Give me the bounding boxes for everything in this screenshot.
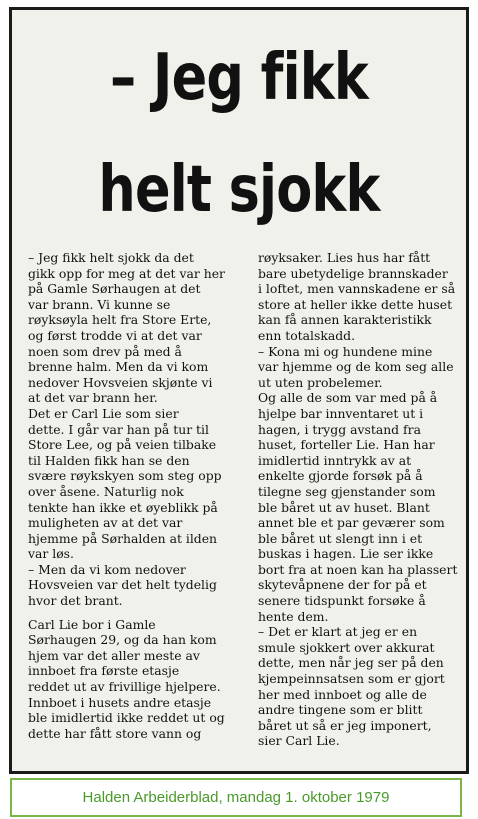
article-line: kjempeinnsatsen som er gjort	[258, 671, 445, 687]
article-line: annet ble et par geværer som	[258, 515, 445, 531]
article-column-left	[28, 250, 238, 741]
article-line: røyksøyla helt fra Store Erte,	[28, 312, 212, 328]
article-line: var brann. Vi kunne se	[28, 296, 171, 312]
article-line: tilegne seg gjenstander som	[258, 483, 436, 499]
article-line: reddet ut av frivillige hjelpere.	[28, 679, 221, 695]
headline-line-1: – Jeg fikk	[110, 41, 368, 115]
article-line: – Men da vi kom nedover	[28, 561, 186, 577]
article-line: ble imidlertid ikke reddet ut og	[28, 710, 225, 726]
article-line: smule sjokkert over akkurat	[258, 639, 435, 655]
article-line: noen som drev på med å	[28, 343, 182, 359]
article-line: store at heller ikke dette huset	[258, 296, 453, 312]
article-line: hjelpe bar innventaret ut i	[258, 405, 424, 421]
article-line: dette. I går var han på tur til	[28, 421, 209, 437]
article-line: båret ut så er jeg imponert,	[258, 717, 432, 733]
article-line: imidlertid inntrykk av at	[258, 452, 412, 468]
article-line: ble båret ut av huset. Blant	[258, 499, 430, 515]
article-line: Store Lee, og på veien tilbake	[28, 437, 217, 453]
source-caption: Halden Arbeiderblad, mandag 1. oktober 1979	[10, 778, 462, 817]
article-line: sier Carl Lie.	[258, 733, 340, 749]
article-line: hjemme på Sørhalden at ilden	[28, 530, 218, 546]
article-line: innboet fra første etasje	[28, 663, 180, 679]
article-line: røyksaker. Lies hus har fått	[258, 250, 431, 265]
article-line: tenkte han ikke et øyeblikk på	[28, 499, 218, 515]
article-line: dette, men når jeg ser på den	[258, 655, 444, 671]
article-line: buskas i hagen. Lie ser ikke	[258, 546, 434, 562]
article-line: ut uten probelemer.	[258, 374, 383, 390]
newspaper-clipping	[9, 7, 469, 774]
article-line: hente dem.	[258, 608, 329, 624]
article-line: enkelte gjorde forsøk på å	[258, 468, 423, 484]
article-line: var løs.	[28, 546, 74, 562]
article-line: bare ubetydelige brannskader	[258, 265, 448, 281]
article-line: nedover Hovsveien skjønte vi	[28, 374, 213, 390]
article-line: – Det er klart at jeg er en	[258, 624, 418, 640]
article-line: ble båret ut slengt inn i et	[258, 530, 423, 546]
article-line: Hovsveien var det helt tydelig	[28, 577, 217, 593]
article-line: over åsene. Naturlig nok	[28, 483, 184, 499]
article-line: svære røykskyen som steg opp	[28, 468, 222, 484]
article-line: dette har fått store vann og	[28, 725, 202, 741]
headline-line-2: helt sjokk	[98, 153, 380, 227]
article-line: var hjemme og de kom seg alle	[258, 359, 454, 375]
article-column-right	[258, 250, 468, 749]
article-line: kan få annen karakteristikk	[258, 312, 432, 328]
article-line: gikk opp for meg at det var her	[28, 265, 225, 281]
article-line: til Halden fikk han se den	[28, 452, 190, 468]
article-line: – Jeg fikk helt sjokk da det	[28, 250, 194, 265]
article-line: hagen, i trygg avstand fra	[258, 421, 421, 437]
article-line: skytevåpnene der for på et	[258, 577, 427, 593]
article-line: huset, forteller Lie. Han har	[258, 437, 435, 453]
article-line: i loftet, men vannskadene er så	[258, 281, 456, 297]
article-line: Carl Lie bor i Gamle	[28, 616, 156, 632]
article-line: andre tingene som er blitt	[258, 702, 423, 718]
article-line: bort fra at noen kan ha plassert	[258, 561, 458, 577]
article-line: Det er Carl Lie som sier	[28, 405, 179, 421]
article-line: hjem var det aller meste av	[28, 647, 200, 663]
article-line: – Kona mi og hundene mine	[258, 343, 433, 359]
article-line: Sørhaugen 29, og da han kom	[28, 632, 217, 648]
article-line: Og alle de som var med på å	[258, 390, 438, 406]
article-line: og først trodde vi at det var	[28, 327, 202, 343]
article-line: brenne halm. Men da vi kom	[28, 359, 209, 375]
article-line: på Gamle Sørhaugen at det	[28, 281, 201, 297]
article-line: hvor det brant.	[28, 593, 123, 609]
article-line: senere tidspunkt forsøke å	[258, 593, 426, 609]
article-line: enn totalskadd.	[258, 327, 356, 343]
article-line: Innboet i husets andre etasje	[28, 694, 212, 710]
article-line: her med innboet og alle de	[258, 686, 427, 702]
article-line: at det var brann her.	[28, 390, 158, 406]
article-line: muligheten av at det var	[28, 515, 183, 531]
paragraph-gap	[28, 609, 238, 617]
